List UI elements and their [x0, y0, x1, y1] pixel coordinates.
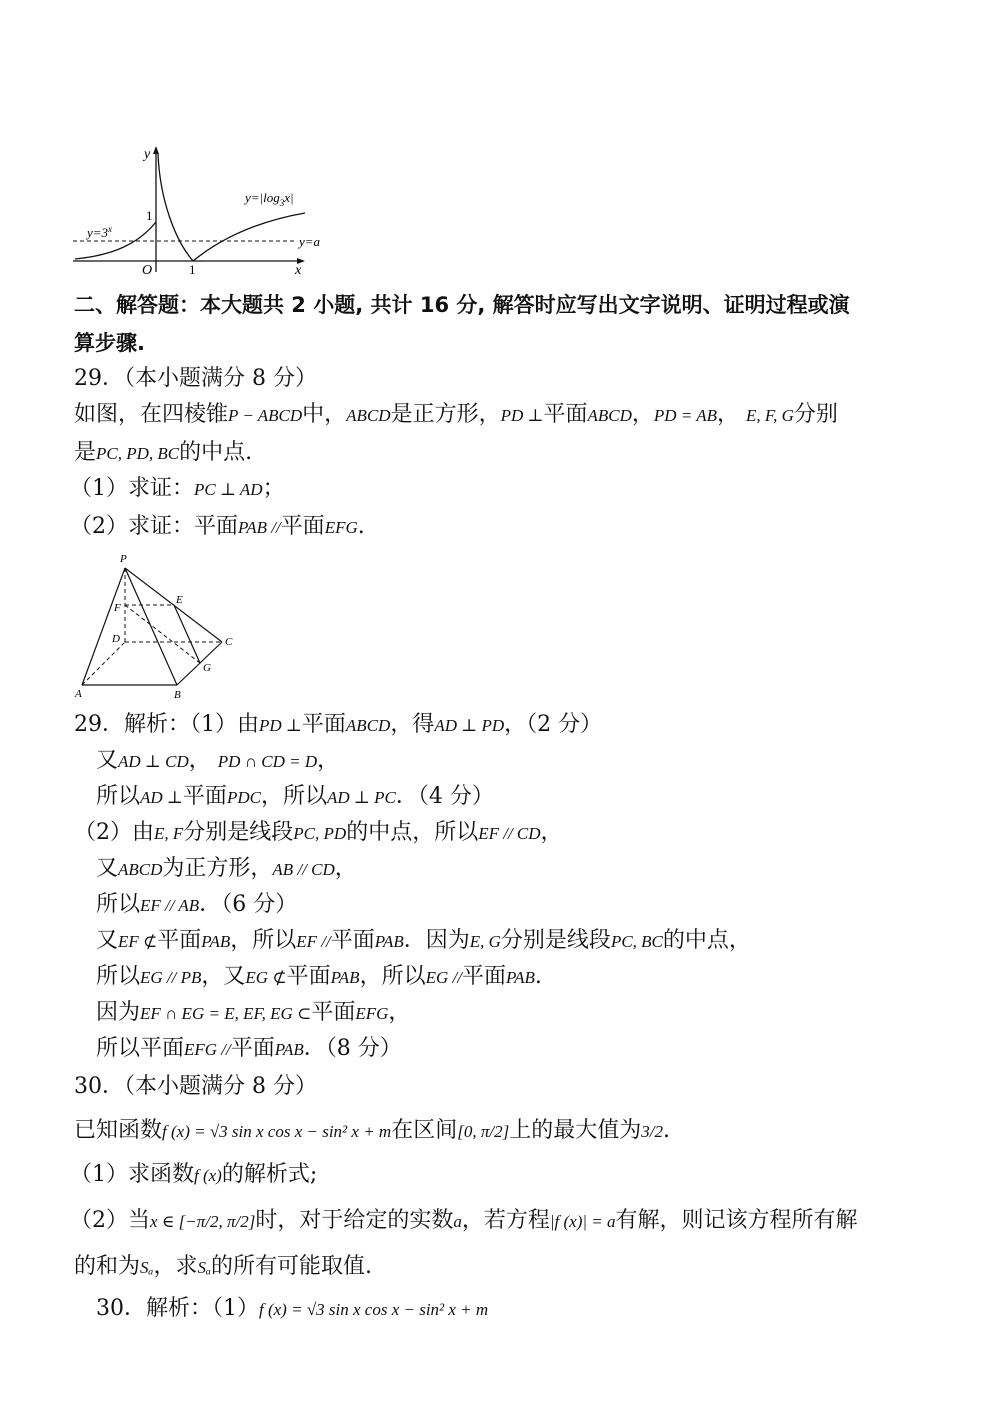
sol30-line1: 30．解析：（1）f (x) = √3 sin x cos x − sin² x + m [96, 1296, 489, 1321]
curve-log-right [193, 213, 305, 261]
label-a: y=a [299, 234, 321, 249]
sol29-line10: 所以平面EFG //平面PAB．（8 分） [96, 1036, 402, 1061]
vertex-D: D [112, 633, 120, 645]
vertex-A: A [75, 688, 82, 700]
curve-log-left [158, 154, 193, 261]
vertex-B: B [174, 689, 181, 701]
y-axis-arrow [153, 146, 159, 154]
vertex-E: E [176, 594, 183, 606]
q29-title: 29．（本小题满分 8 分） [74, 366, 317, 391]
sol29-line6: 所以EF // AB．（6 分） [96, 892, 298, 917]
section2-line1: 二、解答题：本大题共 2 小题, 共计 16 分, 解答时应写出文字说明、证明过程或演 [74, 293, 850, 317]
vertex-P: P [120, 553, 127, 565]
sol29-line4: （2）由E, F分别是线段PC, PD的中点，所以EF // CD， [74, 820, 563, 845]
tick-y-1: 1 [146, 208, 153, 223]
x-axis-label: x [295, 263, 302, 278]
vertex-G: G [203, 662, 211, 674]
function-graph [65, 140, 345, 280]
sol29-line7: 又EF ⊄平面PAB，所以EF //平面PAB．因为E, G分别是线段PC, BC的中点， [96, 928, 751, 953]
label-exp: $y=3^x$ [87, 224, 113, 240]
label-log: $y=|\log_3x|$ [245, 190, 294, 208]
section2-line2: 算步骤. [74, 331, 145, 355]
sol29-line5: 又ABCD为正方形，AB // CD， [96, 856, 357, 881]
sol29-line3: 所以AD ⊥平面PDC，所以AD ⊥ PC．（4 分） [96, 784, 494, 809]
q29-part1: （1）求证：PC ⊥ AD； [70, 476, 285, 501]
sol29-line9: 因为EF ∩ EG = E, EF, EG ⊂平面EFG， [96, 1000, 411, 1025]
q30-title: 30．（本小题满分 8 分） [74, 1074, 317, 1099]
origin-label: O [142, 263, 153, 278]
vertex-C: C [225, 636, 233, 648]
q30-part1: （1）求函数f (x)的解析式; [70, 1162, 318, 1187]
sol29-line2: 又AD ⊥ CD， PD ∩ CD = D， [96, 748, 340, 773]
q29-line2: 是PC, PD, BC的中点. [74, 440, 253, 465]
q30-part2: （2）当x ∈ [−π/2, π/2]时，对于给定的实数a，若方程|f (x)| = a有解，则记该方程所有解 [70, 1208, 858, 1233]
sol29-line1: 29．解析：（1）由PD ⊥平面ABCD，得AD ⊥ PD，（2 分） [74, 712, 603, 737]
sol29-line8: 所以EG // PB，又EG ⊄平面PAB，所以EG //平面PAB. [96, 964, 542, 989]
y-axis-label: y [144, 147, 151, 162]
tick-x-1: 1 [189, 262, 196, 277]
q29-line1: 如图，在四棱锥P − ABCD中，ABCD是正方形，PD ⊥平面ABCD，PD = AB， E, F, G分别 [74, 402, 838, 427]
q30-line1: 已知函数f (x) = √3 sin x cos x − sin² x + m在区间[0, π/2]上的最大值为3/2. [74, 1118, 670, 1143]
q29-part2: （2）求证：平面PAB //平面EFG. [70, 514, 365, 539]
q30-line3: 的和为Sₐ，求Sₐ的所有可能取值. [74, 1254, 372, 1279]
vertex-F: F [114, 602, 121, 614]
pyramid-figure [72, 550, 242, 702]
